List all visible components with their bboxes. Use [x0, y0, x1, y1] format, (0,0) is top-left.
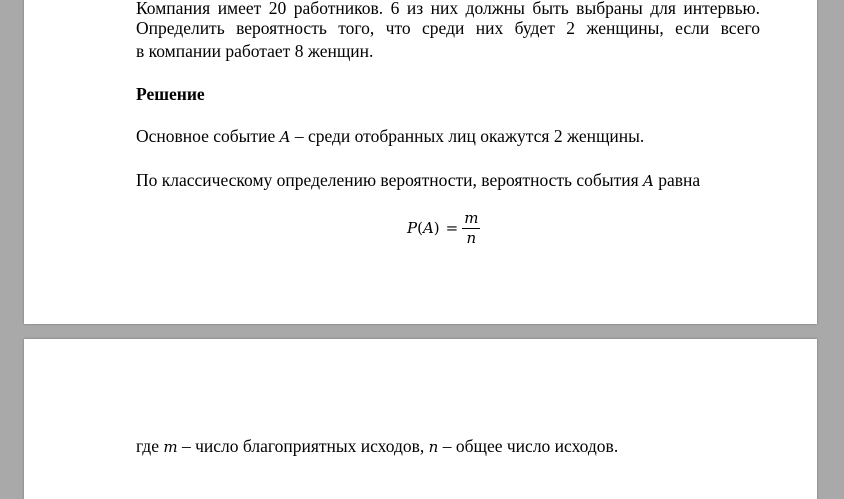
fraction-numerator: m [464, 208, 479, 227]
formula-paren-close: ) [433, 219, 440, 237]
where-var-m: m [163, 438, 178, 456]
where-definition [136, 436, 618, 458]
event-prefix: Основное событие [136, 126, 280, 146]
problem-text-line-1: Компания имеет 20 работников. 6 из них должны быть выбраны для интервью. [136, 0, 760, 18]
classic-prefix: По классическому определению вероятности, вероятность события [136, 170, 644, 190]
problem-text-line-2: Определить вероятность того, что среди них будет 2 женщины, если всего [136, 18, 760, 38]
fraction-denominator: n [466, 228, 477, 247]
probability-formula [407, 205, 480, 251]
formula-func: P [407, 219, 418, 237]
where-prefix: где [136, 436, 164, 456]
document-page-1 [24, 0, 817, 324]
classic-suffix: равна [653, 170, 701, 190]
classic-variable: A [643, 172, 654, 190]
where-var-n: n [428, 438, 439, 456]
document-page-2 [24, 339, 817, 499]
event-variable: A [279, 128, 291, 146]
where-suffix: – общее число исходов. [438, 436, 619, 456]
formula-paren-open: ( [417, 219, 423, 237]
formula-lhs [407, 219, 440, 237]
solution-heading: Решение [136, 84, 205, 104]
formula-equals: = [445, 219, 459, 237]
where-middle: – число благоприятных исходов, [177, 436, 429, 456]
event-definition [136, 126, 644, 148]
event-suffix: – среди отобранных лиц окажутся 2 женщины. [290, 126, 645, 146]
formula-arg: A [422, 219, 434, 237]
formula-fraction [462, 209, 480, 248]
classic-definition [136, 170, 700, 192]
problem-text-line-3: в компании работает 8 женщин. [136, 41, 374, 61]
